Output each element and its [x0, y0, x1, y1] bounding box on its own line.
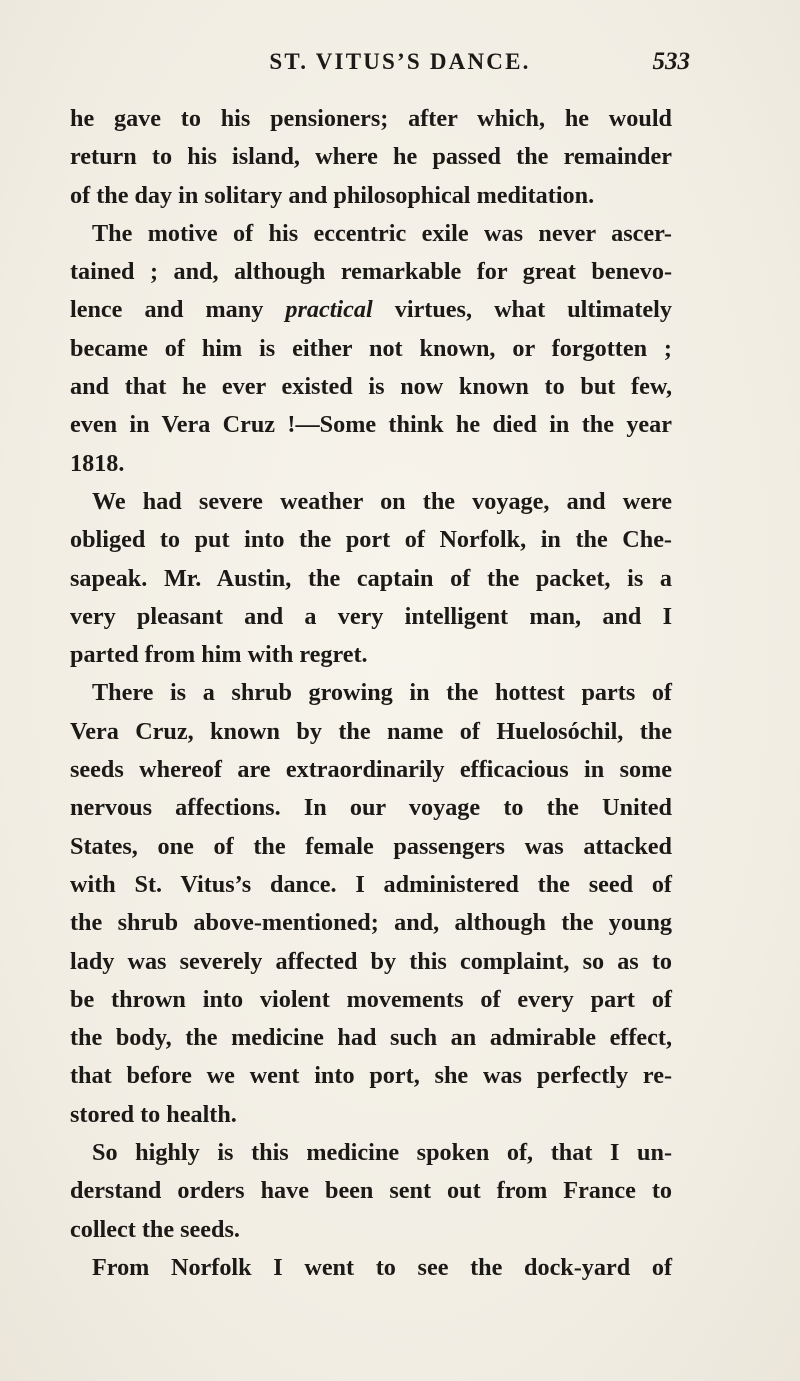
text-line: [70, 368, 672, 406]
text-line: [70, 215, 672, 253]
text-segment: There is a shrub growing in the hottest parts of: [92, 679, 672, 707]
text-segment: Vera Cruz, known by the name of Huelosóchil, the: [70, 717, 672, 745]
text-segment: virtues, what ultimately: [372, 296, 672, 324]
text-segment: From Norfolk I went to see the dock-yard of: [92, 1253, 672, 1281]
text-line: [70, 560, 672, 598]
text-line: [70, 330, 672, 368]
text-segment: became of him is either not known, or forgotten ;: [70, 334, 672, 362]
text-line: [70, 1134, 672, 1172]
text-line: [70, 138, 672, 176]
text-segment: return to his island, where he passed the remainder: [70, 143, 672, 171]
text-segment: tained ; and, although remarkable for great benevo-: [70, 258, 672, 286]
text-segment: obliged to put into the port of Norfolk, in the Che-: [70, 526, 672, 554]
text-line: [70, 904, 672, 942]
text-segment: with St. Vitus’s dance. I administered the seed of: [70, 870, 672, 898]
body-text: [70, 100, 672, 1287]
text-segment: that before we went into port, she was perfectly re-: [70, 1062, 672, 1090]
text-line: [70, 713, 672, 751]
page-header: [0, 47, 800, 81]
text-segment: parted from him with regret.: [70, 641, 368, 669]
running-head: ST. VITUS’S DANCE.: [269, 49, 531, 74]
text-segment: lady was severely affected by this complaint, so as to: [70, 947, 672, 975]
text-segment: stored to health.: [70, 1100, 237, 1128]
text-line: [70, 177, 672, 215]
text-segment: seeds whereof are extraordinarily efficacious in some: [70, 756, 672, 784]
text-segment: sapeak. Mr. Austin, the captain of the packet, is a: [70, 564, 672, 592]
text-segment: 1818.: [70, 449, 125, 477]
text-line: [70, 291, 672, 329]
text-line: [70, 981, 672, 1019]
text-line: [70, 789, 672, 827]
text-line: [70, 1211, 672, 1249]
text-segment: the body, the medicine had such an admirable effect,: [70, 1024, 672, 1052]
text-line: [70, 636, 672, 674]
text-segment: he gave to his pensioners; after which, he would: [70, 105, 672, 132]
text-line: [70, 866, 672, 904]
text-segment: and that he ever existed is now known to but few,: [70, 373, 672, 401]
text-line: [70, 598, 672, 636]
text-segment: nervous affections. In our voyage to the United: [70, 794, 672, 822]
text-line: [70, 1096, 672, 1134]
page-number: 533: [652, 48, 690, 75]
text-line: [70, 943, 672, 981]
text-segment: very pleasant and a very intelligent man, and I: [70, 602, 672, 630]
text-segment: derstand orders have been sent out from France to: [70, 1177, 672, 1205]
text-segment: lence and many: [70, 296, 286, 324]
text-line: [70, 674, 672, 712]
text-line: [70, 1172, 672, 1210]
text-segment: be thrown into violent movements of every part of: [70, 985, 672, 1013]
text-line: [70, 406, 672, 444]
text-line: [70, 751, 672, 789]
text-line: [70, 253, 672, 291]
text-segment: of the day in solitary and philosophical meditation.: [70, 181, 595, 209]
text-segment: We had severe weather on the voyage, and were: [92, 487, 672, 515]
text-segment: collect the seeds.: [70, 1215, 240, 1243]
italic-emphasis: practical: [285, 296, 373, 324]
text-segment: The motive of his eccentric exile was never ascer-: [92, 219, 672, 247]
text-line: [70, 1057, 672, 1095]
text-line: [70, 1249, 672, 1287]
text-line: [70, 445, 672, 483]
text-line: [70, 521, 672, 559]
text-segment: even in Vera Cruz !—Some think he died in the year: [70, 411, 672, 439]
text-line: [70, 828, 672, 866]
text-segment: States, one of the female passengers was attacked: [70, 832, 672, 860]
text-line: [70, 483, 672, 521]
text-line: [70, 1019, 672, 1057]
text-line: [70, 100, 672, 138]
text-segment: So highly is this medicine spoken of, that I un-: [92, 1139, 672, 1167]
text-segment: the shrub above-mentioned; and, although the young: [70, 909, 672, 937]
